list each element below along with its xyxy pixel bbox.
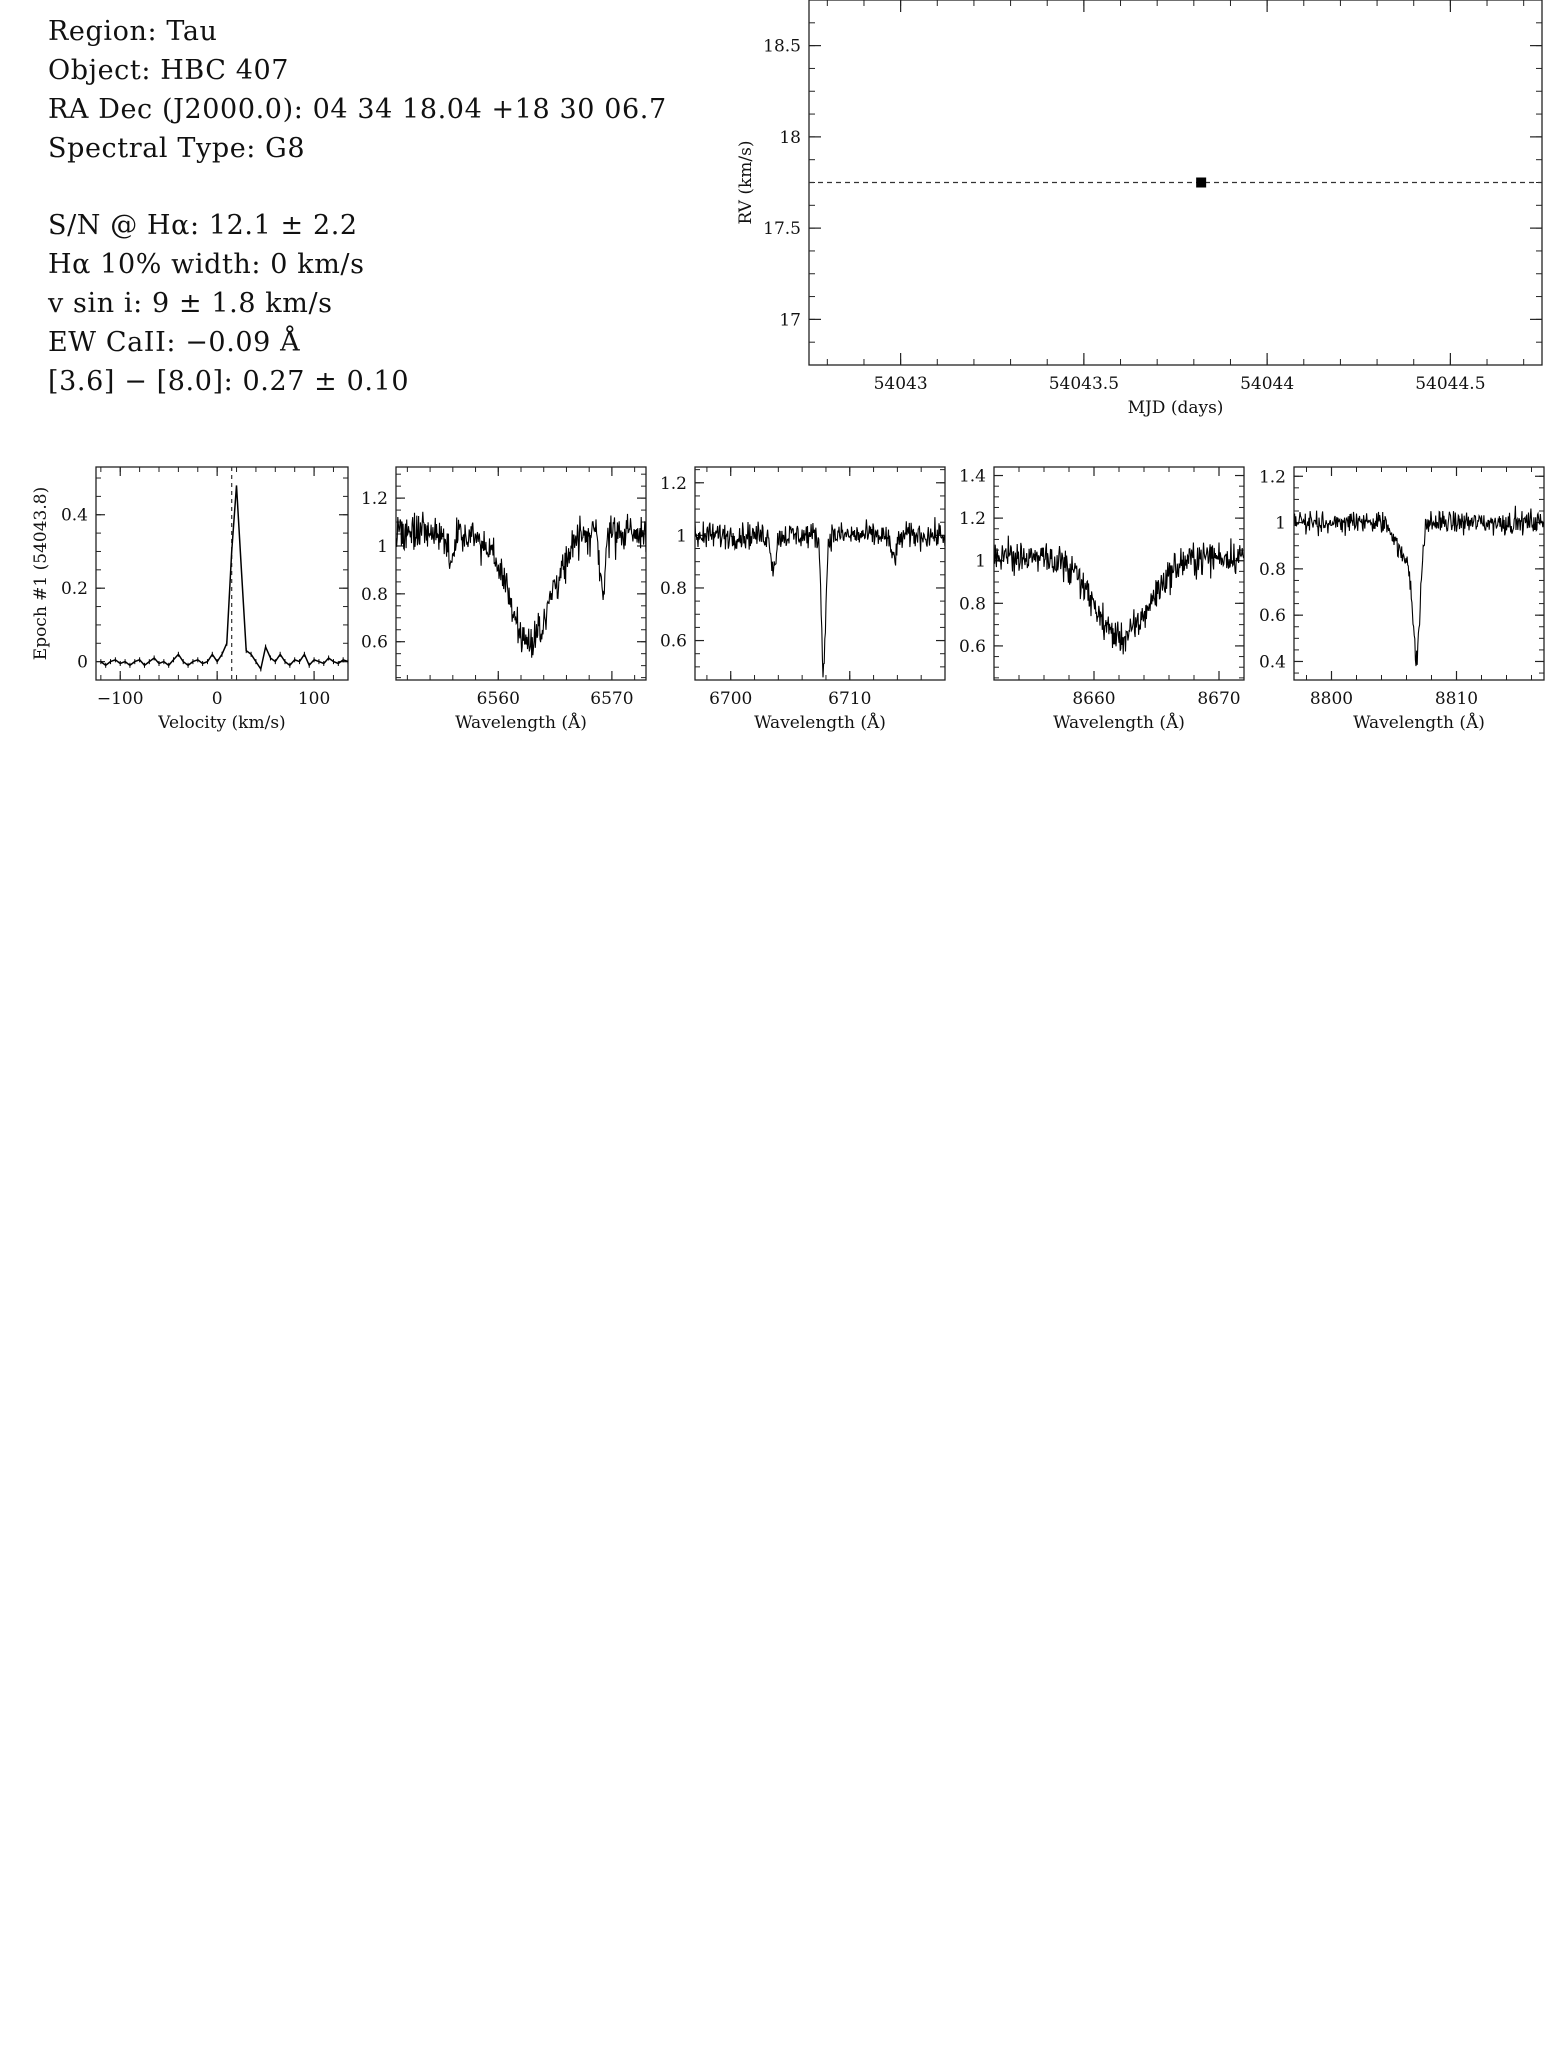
halpha-width-line: Hα 10% width: 0 km/s — [48, 249, 365, 280]
x-tick-label: 8670 — [1197, 689, 1241, 709]
object-line: Object: HBC 407 — [48, 55, 290, 86]
plot-area — [695, 517, 945, 677]
plot-area — [994, 536, 1244, 655]
y-tick-label: 0.6 — [360, 632, 388, 653]
spectrum-line — [695, 517, 945, 677]
plot-area — [101, 467, 348, 680]
y-tick-label: 0 — [77, 652, 88, 673]
y-tick-label: 0.6 — [958, 636, 986, 657]
y-tick-label: 0.6 — [659, 631, 687, 652]
y-tick-label: 17 — [779, 310, 801, 331]
y-axis-label: RV (km/s) — [736, 140, 756, 225]
region-line: Region: Tau — [48, 16, 218, 47]
x-tick-label: −100 — [96, 689, 144, 709]
snr-line: S/N @ Hα: 12.1 ± 2.2 — [48, 210, 358, 241]
x-axis-label: Velocity (km/s) — [158, 713, 286, 733]
plot-area — [396, 512, 646, 658]
x-axis-label: Wavelength (Å) — [455, 713, 587, 733]
x-tick-label: 54044 — [1240, 374, 1295, 394]
y-tick-label: 0.8 — [958, 594, 986, 615]
y-tick-label: 0.6 — [1258, 606, 1286, 627]
chart-spec-8662 — [959, 467, 1244, 733]
y-tick-label: 1.2 — [360, 489, 388, 510]
plot-area — [1294, 506, 1544, 666]
vsini-line: v sin i: 9 ± 1.8 km/s — [48, 288, 333, 319]
chart-spec-6563 — [361, 467, 646, 733]
spectrum-line — [396, 512, 646, 658]
y-tick-label: 0.4 — [1258, 652, 1286, 673]
x-tick-label: 100 — [297, 689, 331, 709]
spectrum-line — [994, 536, 1244, 655]
plot-frame — [994, 467, 1244, 680]
x-tick-label: 0 — [211, 689, 223, 709]
plot-area — [809, 178, 1542, 188]
rv-point — [1196, 178, 1206, 188]
x-tick-label: 8800 — [1309, 689, 1354, 709]
coordinates-line: RA Dec (J2000.0): 04 34 18.04 +18 30 06.7 — [48, 94, 667, 125]
x-tick-label: 54044.5 — [1415, 374, 1486, 394]
chart-spec-8807 — [1259, 467, 1544, 733]
x-tick-label: 54043.5 — [1048, 374, 1120, 394]
y-tick-label: 0.8 — [1258, 559, 1286, 580]
chart-rv — [736, 0, 1542, 418]
x-tick-label: 54043 — [873, 374, 928, 394]
plot-frame — [1294, 467, 1544, 680]
y-tick-label: 17.5 — [763, 219, 801, 240]
spectral-type-line: Spectral Type: G8 — [48, 133, 306, 164]
y-tick-label: 1.2 — [1258, 467, 1286, 488]
x-axis-label: Wavelength (Å) — [1353, 713, 1485, 733]
y-tick-label: 18.5 — [763, 36, 801, 57]
profile-line — [101, 485, 348, 669]
y-tick-label: 18 — [779, 127, 801, 148]
x-tick-label: 6560 — [476, 689, 520, 709]
x-tick-label: 8660 — [1072, 689, 1116, 709]
x-tick-label: 8810 — [1434, 689, 1479, 709]
y-tick-label: 1.4 — [958, 466, 986, 487]
spectrum-line — [1294, 506, 1544, 666]
y-tick-label: 0.8 — [360, 584, 388, 605]
plot-frame — [96, 467, 348, 680]
chart-halpha-velocity — [31, 467, 348, 733]
x-axis-label: Wavelength (Å) — [754, 713, 886, 733]
y-tick-label: 1 — [975, 551, 986, 572]
y-tick-label: 0.2 — [60, 579, 88, 600]
x-tick-label: 6700 — [709, 689, 753, 709]
x-axis-label: MJD (days) — [1127, 398, 1224, 418]
y-tick-label: 1.2 — [958, 509, 986, 530]
y-tick-label: 1 — [1275, 513, 1286, 534]
y-tick-label: 0.4 — [60, 505, 88, 526]
y-axis-label: Epoch #1 (54043.8) — [31, 486, 51, 661]
x-axis-label: Wavelength (Å) — [1053, 713, 1185, 733]
y-tick-label: 0.8 — [659, 578, 687, 599]
x-tick-label: 6570 — [590, 689, 634, 709]
y-tick-label: 1.2 — [659, 473, 687, 494]
y-tick-label: 1 — [377, 536, 388, 557]
ew-caii-line: EW CaII: −0.09 Å — [48, 327, 301, 358]
plots-canvas — [0, 0, 1547, 760]
irac-color-line: [3.6] − [8.0]: 0.27 ± 0.10 — [48, 366, 410, 397]
x-tick-label: 6710 — [828, 689, 872, 709]
y-tick-label: 1 — [676, 526, 687, 547]
chart-spec-6708 — [660, 467, 945, 733]
